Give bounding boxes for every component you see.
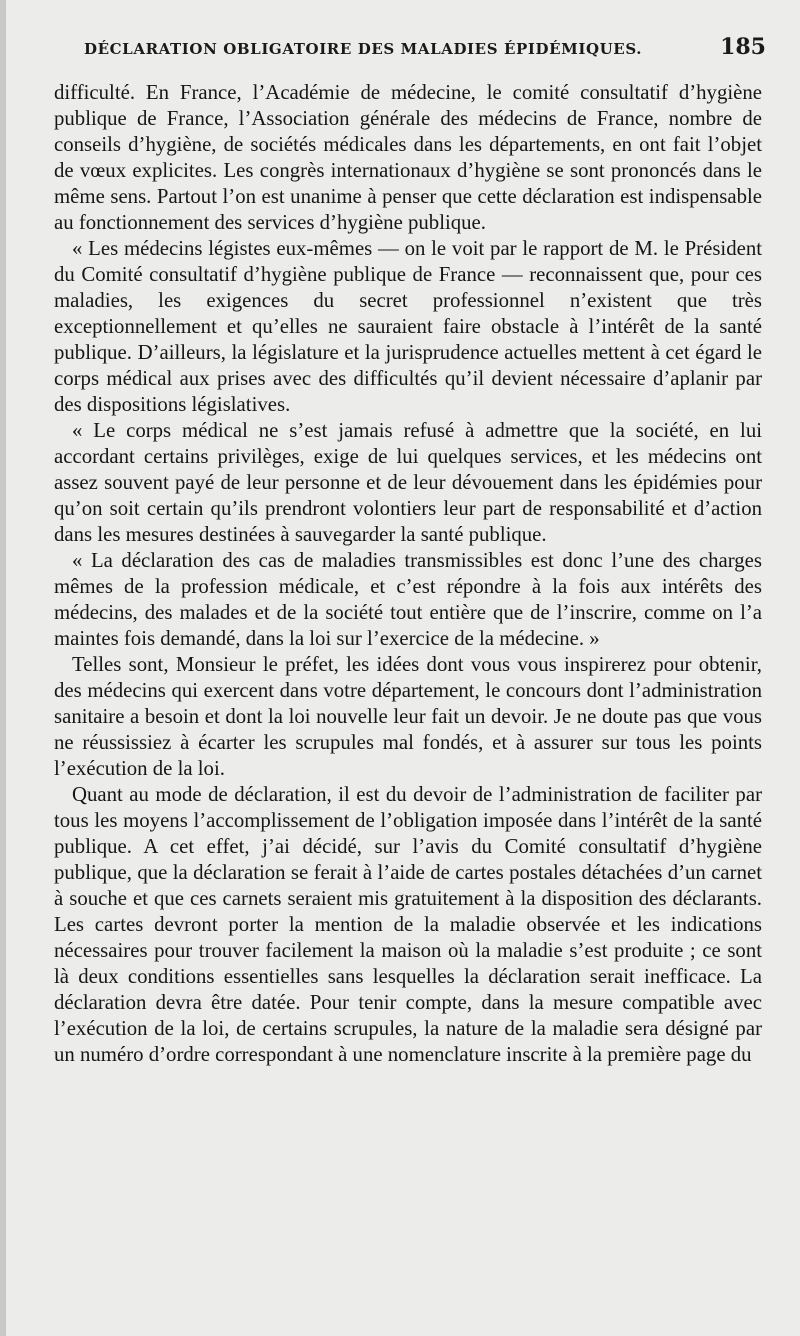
page-number: 185 — [720, 34, 766, 60]
paragraph-prefect: Telles sont, Monsieur le préfet, les idées dont vous vous inspirerez pour obtenir, des médecins qui exercent dans votre département, le concours dont l’administration sanitaire a besoin et dont la loi nouvelle leur fait un devoir. Je ne doute pas que vous ne réussissiez à écarter les scrupules mal fondés, et à assurer sur tous les points l’exécution de la loi. — [54, 653, 762, 780]
body-text — [54, 80, 762, 1068]
paragraph-quote-declaration: « La déclaration des cas de maladies transmissibles est donc l’une des charges mêmes de la profession médicale, et c’est répondre à la fois aux intérêts des médecins, des malades et de la société tout entière que de l’inscrire, comme on l’a maintes fois demandé, dans la loi sur l’exercice de la médecine. » — [54, 549, 762, 650]
paragraph-quote-legists: « Les médecins légistes eux-mêmes — on le voit par le rapport de M. le Président du Comité consultatif d’hygiène publique de France — reconnaissent que, pour ces maladies, les exigences du secret professionnel n’existent que très exceptionnellement et qu’elles ne sauraient faire obstacle à l’intérêt de la santé publique. D’ailleurs, la législature et la jurisprudence actuelles mettent à cet égard le corps médical aux prises avec des difficultés qu’il devient nécessaire d’aplanir par des dispositions législatives. — [54, 237, 762, 416]
paragraph-declaration-mode: Quant au mode de déclaration, il est du devoir de l’administration de faciliter par tous les moyens l’accomplissement de l’obligation imposée dans l’intérêt de la santé publique. A cet effet, j’ai décidé, sur l’avis du Comité consultatif d’hygiène publique, que la déclaration se ferait à l’aide de cartes postales détachées d’un carnet à souche et que ces carnets seraient mis gratuitement à la disposition des déclarants. Les cartes devront porter la mention de la maladie observée et les indications nécessaires pour trouver facilement la maison où la maladie s’est produite ; ce sont là deux conditions essentielles sans lesquelles la déclaration serait inefficace. La déclaration devra être datée. Pour tenir compte, dans la mesure compatible avec l’exécution de la loi, de certains scrupules, la nature de la maladie sera désigné par un numéro d’ordre correspondant à une nomenclature inscrite à la première page du — [54, 783, 762, 1066]
paragraph-quote-medical-corps: « Le corps médical ne s’est jamais refusé à admettre que la société, en lui accordant certains privilèges, exige de lui quelques services, et les médecins ont assez souvent payé de leur personne et de leur dévouement dans les épidémies pour qu’on soit certain qu’ils prendront volontiers leur part de responsabilité et d’action dans les mesures destinées à sauvegarder la santé publique. — [54, 419, 762, 546]
paragraph-continuation: difficulté. En France, l’Académie de médecine, le comité consultatif d’hygiène publique de France, l’Association générale des médecins de France, nombre de conseils d’hygiène, de sociétés médicales dans les départements, en ont fait l’objet de vœux explicites. Les congrès internationaux d’hygiène se sont prononcés dans le même sens. Partout l’on est unanime à penser que cette déclaration est indispensable au fonctionnement des services d’hygiène publique. — [54, 81, 762, 234]
page-header — [66, 34, 776, 70]
running-title: DÉCLARATION OBLIGATOIRE DES MALADIES ÉPIDÉMIQUES. — [84, 40, 643, 58]
